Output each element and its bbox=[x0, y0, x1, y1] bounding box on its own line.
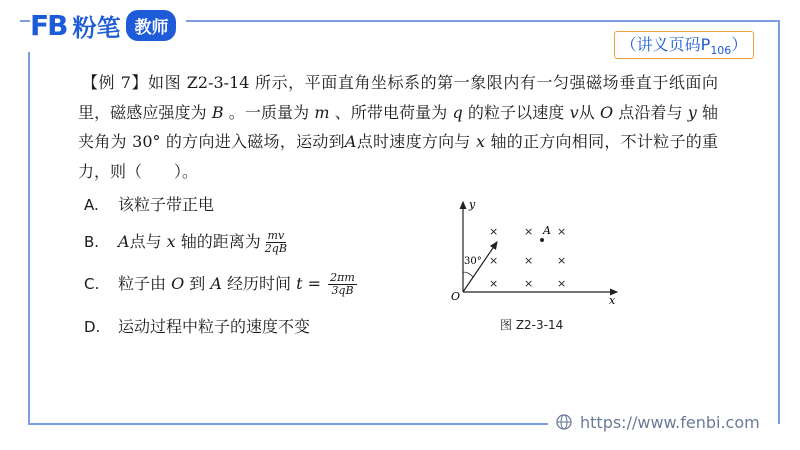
var-A: A bbox=[210, 274, 222, 293]
problem-text: 点时速度方向与 bbox=[356, 132, 477, 151]
field-mark: × bbox=[489, 225, 499, 238]
option-text: 经历时间 bbox=[221, 274, 297, 293]
fraction-denominator: 3qB bbox=[331, 284, 354, 297]
option-letter: B. bbox=[84, 233, 100, 251]
var-O: O bbox=[171, 274, 185, 293]
var-t: t bbox=[296, 274, 303, 293]
field-marks bbox=[489, 225, 566, 290]
page-ref-prefix: （讲义页码P bbox=[620, 35, 711, 54]
fraction bbox=[328, 272, 357, 297]
problem-text: 如图 Z2-3-14 所示，平面直角坐标系的第一象限内有一匀强磁场垂直于纸面向里，磁感应强度为 bbox=[78, 73, 718, 122]
field-mark: × bbox=[524, 254, 534, 267]
brand-logo bbox=[30, 6, 186, 44]
var-x: x bbox=[166, 232, 176, 251]
problem-label: 【例 7】 bbox=[82, 73, 149, 92]
brand-name: 粉笔 bbox=[72, 13, 121, 42]
frame-left-border bbox=[28, 52, 30, 424]
fraction-denominator: 2qB bbox=[264, 242, 287, 255]
var-O: O bbox=[599, 102, 614, 122]
field-mark: × bbox=[489, 254, 499, 267]
option-text: 轴的距离为 bbox=[175, 232, 261, 251]
equals-sign: = bbox=[302, 274, 327, 293]
var-m: m bbox=[314, 102, 330, 122]
field-mark: × bbox=[557, 254, 567, 267]
option-letter: A. bbox=[84, 196, 99, 214]
fraction-numerator: 2πm bbox=[330, 271, 355, 284]
field-mark: × bbox=[557, 277, 567, 290]
page-ref-suffix: ） bbox=[731, 35, 748, 54]
field-mark: × bbox=[489, 277, 499, 290]
option-text: 该粒子带正电 bbox=[118, 195, 215, 214]
problem-text: 轴夹角为 30° 的方向进入磁场，运动到 bbox=[78, 102, 718, 151]
option-b[interactable] bbox=[84, 229, 289, 255]
option-text: 点与 bbox=[129, 232, 167, 251]
var-y: y bbox=[687, 102, 697, 122]
var-v: v bbox=[569, 102, 579, 122]
option-d[interactable] bbox=[84, 314, 310, 337]
option-letter: D. bbox=[84, 318, 101, 336]
problem-text: 。一质量为 bbox=[223, 102, 315, 122]
option-c[interactable] bbox=[84, 271, 357, 297]
angle-label: 30° bbox=[464, 256, 482, 267]
problem-statement bbox=[78, 68, 718, 186]
point-A bbox=[540, 238, 544, 242]
page-ref-number: 106 bbox=[710, 44, 732, 58]
problem-text: 点沿着与 bbox=[613, 102, 688, 122]
footer-link[interactable] bbox=[556, 411, 760, 433]
brand-badge: 教师 bbox=[126, 10, 176, 41]
axis-x-label: x bbox=[609, 294, 616, 306]
fraction bbox=[263, 230, 289, 255]
frame-bottom-border bbox=[28, 423, 548, 425]
var-x: x bbox=[476, 132, 486, 151]
angle-arc bbox=[463, 272, 473, 277]
page-reference bbox=[614, 31, 754, 59]
var-B: B bbox=[211, 102, 224, 122]
problem-text: 的粒子以速度 bbox=[462, 102, 570, 122]
origin-label: O bbox=[451, 290, 461, 303]
option-text: 到 bbox=[184, 274, 211, 293]
footer-url[interactable]: https://www.fenbi.com bbox=[580, 412, 760, 432]
option-a[interactable] bbox=[84, 192, 214, 215]
fraction-numerator: mv bbox=[267, 229, 285, 242]
field-mark: × bbox=[557, 225, 567, 238]
field-mark: × bbox=[524, 225, 534, 238]
field-mark: × bbox=[524, 277, 534, 290]
var-A: A bbox=[344, 132, 357, 151]
option-text: 粒子由 bbox=[118, 274, 172, 293]
problem-text: 、所带电荷量为 bbox=[329, 102, 453, 122]
figure-magnetic-field bbox=[445, 196, 625, 306]
var-A: A bbox=[118, 232, 130, 251]
frame-right-border bbox=[778, 38, 780, 424]
problem-text: 从 bbox=[578, 102, 600, 122]
var-q: q bbox=[452, 102, 463, 122]
figure-caption: 图 Z2-3-14 bbox=[500, 318, 564, 332]
point-A-label: A bbox=[543, 224, 551, 237]
frame-corner bbox=[758, 20, 780, 42]
problem-text: 轴的正方向相同，不计粒子的重力，则（ ）。 bbox=[78, 132, 718, 181]
option-text: 运动过程中粒子的速度不变 bbox=[118, 317, 311, 336]
brand-mark: FB bbox=[30, 8, 67, 42]
axis-y-label: y bbox=[469, 198, 476, 211]
option-letter: C. bbox=[84, 275, 100, 293]
globe-icon bbox=[556, 414, 572, 430]
